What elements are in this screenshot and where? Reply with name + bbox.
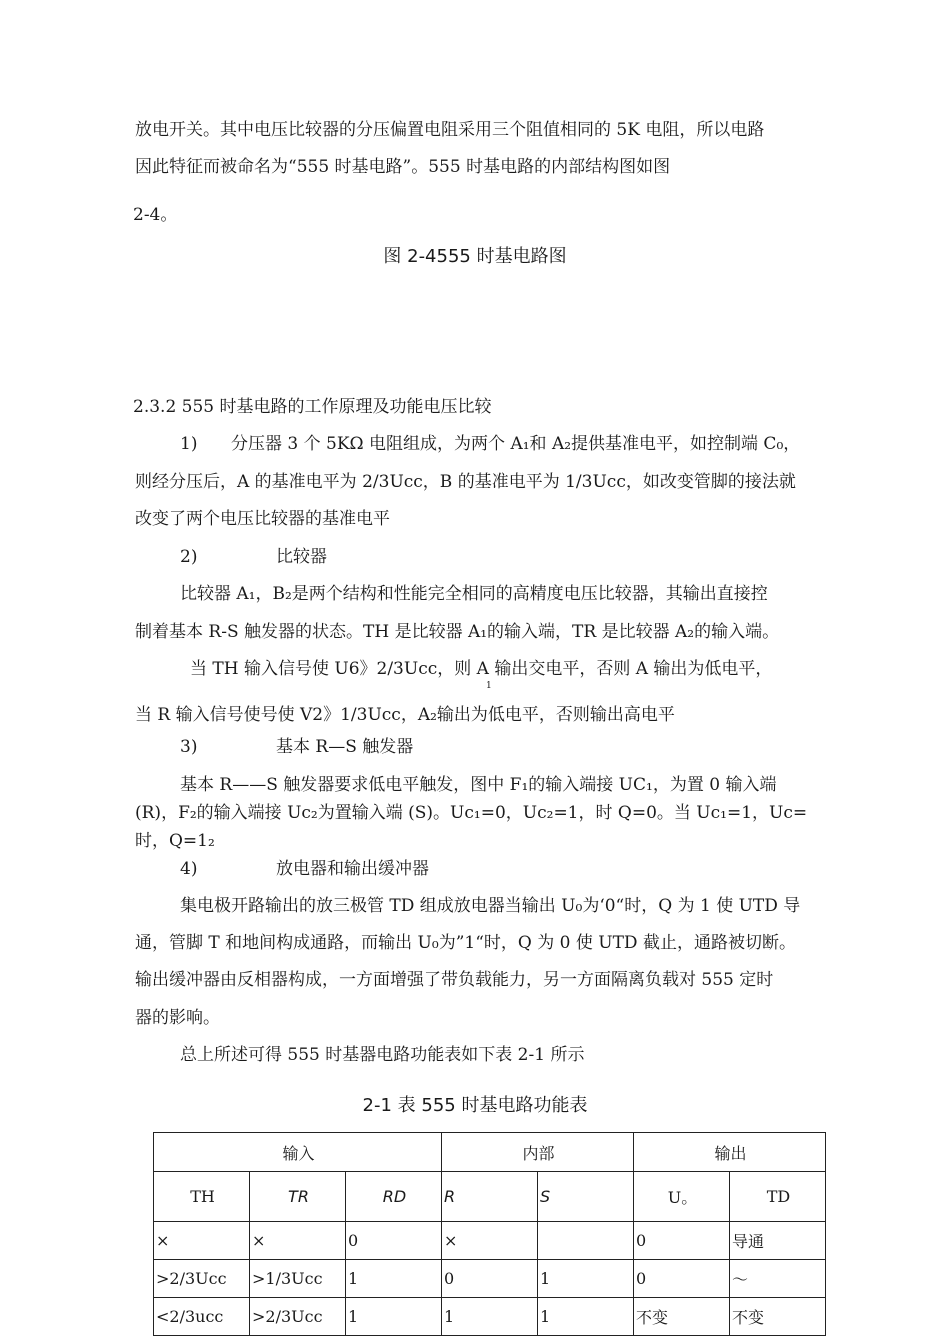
item-2-number: 2) [180, 547, 198, 567]
item-3-title: 基本 R—S 触发器 [276, 737, 414, 757]
group-header-input: 输入 [154, 1133, 442, 1172]
item-3-para-line-2: (R)，F₂的输入端接 Uc₂为置输入端 (S)。Uc₁=0，Uc₂=1，时 Q=0。当 Uc₁=1，Uc= [135, 803, 808, 823]
table-cell [538, 1222, 634, 1260]
item-1-line-2: 则经分压后，A 的基准电平为 2/3Ucc，B 的基准电平为 1/3Ucc，如改变管脚的接法就 [135, 472, 796, 492]
item-4-para-line-1: 集电极开路输出的放三极管 TD 组成放电器当输出 U₀为‘0“时，Q 为 1 使 UTD 导 [180, 896, 801, 916]
column-header-tr: TR [250, 1172, 346, 1222]
table-cell: <2/3ucc [154, 1298, 250, 1336]
table-cell: 1 [538, 1298, 634, 1336]
item-3-number: 3) [180, 737, 198, 757]
table-row [154, 1260, 826, 1298]
table-cell: 不变 [634, 1298, 730, 1336]
column-header-td: TD [730, 1172, 826, 1222]
item-2-subscript-mark: 1 [486, 681, 492, 691]
item-1-line-1: 分压器 3 个 5KΩ 电阻组成，为两个 A₁和 A₂提供基准电平，如控制端 C₀， [231, 434, 801, 454]
item-1-number: 1) [180, 434, 198, 454]
table-cell: × [442, 1222, 538, 1260]
intro-line-1: 放电开关。其中电压比较器的分压偏置电阻采用三个阻值相同的 5K 电阻，所以电路 [135, 120, 765, 140]
column-header-th: TH [154, 1172, 250, 1222]
table-cell: >2/3Ucc [250, 1298, 346, 1336]
table-column-header-row [154, 1172, 826, 1222]
table-cell: 1 [442, 1298, 538, 1336]
group-header-output: 输出 [634, 1133, 826, 1172]
table-cell: 0 [442, 1260, 538, 1298]
table-cell: × [250, 1222, 346, 1260]
intro-line-3: 2-4。 [133, 205, 178, 225]
item-2-para-line-4: 当 R 输入信号使号使 V2》1/3Ucc，A₂输出为低电平，否则输出高电平 [135, 705, 675, 725]
item-2-title: 比较器 [276, 547, 327, 567]
table-cell: 1 [538, 1260, 634, 1298]
intro-line-2: 因此特征而被命名为“555 时基电路”。555 时基电路的内部结构图如图 [135, 157, 671, 177]
column-header-rd: RD [346, 1172, 442, 1222]
table-cell: 导通 [730, 1222, 826, 1260]
column-header-s: S [538, 1172, 634, 1222]
item-2-para-line-3: 当 TH 输入信号使 U6》2/3Ucc，则 A 输出交电平，否则 A 输出为低电平， [190, 659, 773, 679]
item-3-para-line-3: 时，Q=1₂ [135, 831, 215, 851]
item-2-para-line-1: 比较器 A₁，B₂是两个结构和性能完全相同的高精度电压比较器，其输出直接控 [180, 584, 768, 604]
item-3-para-line-1: 基本 R——S 触发器要求低电平触发，图中 F₁的输入端接 UC₁，为置 0 输入端 [180, 775, 777, 795]
table-group-header-row [154, 1133, 826, 1172]
figure-caption: 图 2-4555 时基电路图 [383, 246, 567, 267]
item-2-para-line-2: 制着基本 R-S 触发器的状态。TH 是比较器 A₁的输入端，TR 是比较器 A₂的输入端。 [135, 622, 780, 642]
table-cell: 0 [634, 1260, 730, 1298]
item-4-number: 4) [180, 859, 198, 879]
item-4-title: 放电器和输出缓冲器 [276, 859, 429, 879]
table-cell: 1 [346, 1298, 442, 1336]
table-cell: 不变 [730, 1298, 826, 1336]
table-cell: >2/3Ucc [154, 1260, 250, 1298]
function-table [153, 1132, 826, 1336]
column-header-r: R [442, 1172, 538, 1222]
item-1-line-3: 改变了两个电压比较器的基准电平 [135, 509, 390, 529]
item-4-para-line-2: 通，管脚 T 和地间构成通路，而输出 U₀为”1“时，Q 为 0 使 UTD 截止，通路被切断。 [135, 933, 796, 953]
table-caption: 2-1 表 555 时基电路功能表 [362, 1095, 588, 1116]
table-cell: 〜 [730, 1260, 826, 1298]
table-row [154, 1298, 826, 1336]
table-cell: 1 [346, 1260, 442, 1298]
group-header-internal: 内部 [442, 1133, 634, 1172]
summary-line: 总上所述可得 555 时基器电路功能表如下表 2-1 所示 [180, 1045, 585, 1065]
section-heading: 2.3.2 555 时基电路的工作原理及功能电压比较 [133, 397, 492, 417]
table-cell: 0 [346, 1222, 442, 1260]
table-cell: 0 [634, 1222, 730, 1260]
table-cell: × [154, 1222, 250, 1260]
table-row [154, 1222, 826, 1260]
item-4-para-line-4: 器的影响。 [135, 1008, 220, 1028]
column-header-uo: U。 [634, 1172, 730, 1222]
table-cell: >1/3Ucc [250, 1260, 346, 1298]
item-4-para-line-3: 输出缓冲器由反相器构成，一方面增强了带负载能力，另一方面隔离负载对 555 定时 [135, 970, 774, 990]
